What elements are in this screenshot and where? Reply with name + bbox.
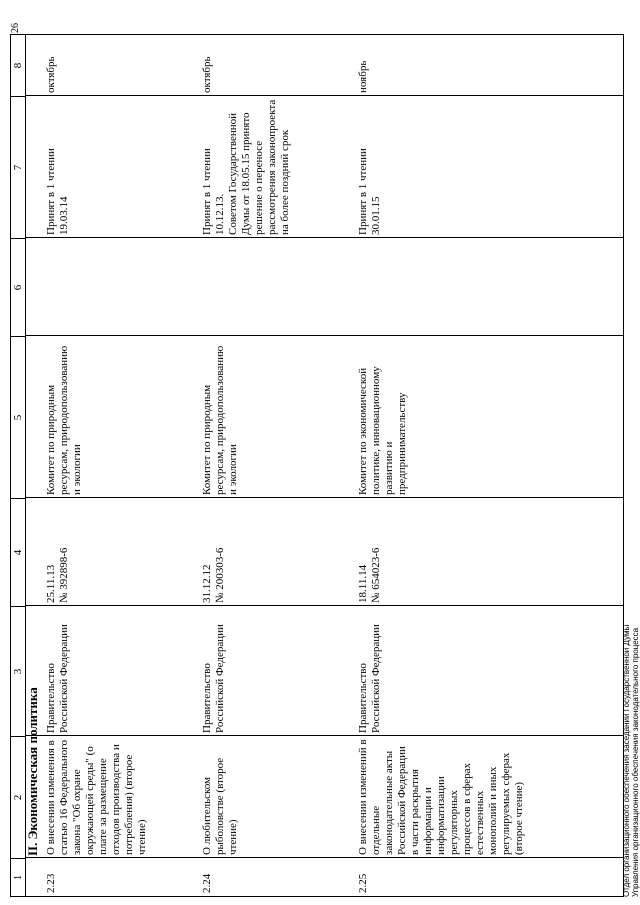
section-title: II. Экономическая политика bbox=[25, 687, 40, 856]
row-number: 2.25 bbox=[357, 873, 369, 893]
bill-title: О любительском рыболовстве (второе чтение) bbox=[201, 757, 239, 855]
column-header: 4 bbox=[11, 498, 25, 606]
bill-author: Правительство Российской Федерации bbox=[45, 624, 70, 733]
bill-status: Принят в 1 чтении 10.12.13. Советом Государственной Думы от 18.05.15 принято решение о переносе рассмотрения законопроекта на более поздний срок bbox=[201, 99, 291, 235]
committee: Комитет по природным ресурсам, природопользованию и экологии bbox=[201, 345, 239, 495]
col6-value bbox=[355, 238, 359, 336]
column-divider bbox=[25, 497, 624, 498]
row-number: 2.23 bbox=[45, 873, 57, 893]
planned-month: ноябрь bbox=[357, 60, 369, 93]
column-divider bbox=[25, 335, 624, 336]
section-row bbox=[25, 34, 41, 896]
col6-value bbox=[43, 238, 47, 336]
bill-date-number: 18.11.14 № 654023-6 bbox=[357, 547, 382, 603]
table-header-row bbox=[11, 34, 26, 896]
bill-author: Правительство Российской Федерации bbox=[201, 624, 226, 733]
committee: Комитет по природным ресурсам, природопользованию и экологии bbox=[45, 345, 83, 495]
column-divider bbox=[25, 605, 624, 606]
page-footer bbox=[622, 37, 640, 897]
column-divider bbox=[25, 34, 624, 35]
column-header: 2 bbox=[11, 736, 25, 858]
column-header: 1 bbox=[11, 858, 25, 896]
bill-date-number: 25.11.13 № 392898-6 bbox=[45, 547, 70, 603]
column-header: 3 bbox=[11, 606, 25, 736]
col6-value bbox=[199, 238, 203, 336]
bill-title: О внесении изменений в отдельные законодательные акты Российской Федерации в части раскрытия информации и информатизации регуляторных процессов в сферах естественных монополий и иных регулируемых сферах (второе чтение) bbox=[357, 739, 525, 855]
column-divider bbox=[25, 95, 624, 96]
column-header: 7 bbox=[11, 96, 25, 238]
planned-month: октябрь bbox=[201, 56, 213, 93]
column-header: 8 bbox=[11, 34, 25, 96]
column-header: 6 bbox=[11, 238, 25, 336]
bill-title: О внесении изменения в статью 16 Федерального закона "Об охране окружающей среды" (о плате за размещение отходов производства и потребления) (второе чтение) bbox=[45, 740, 148, 855]
column-divider bbox=[25, 237, 624, 238]
committee: Комитет по экономической политике, инновационному развитию и предпринимательству bbox=[357, 366, 408, 495]
bill-author: Правительство Российской Федерации bbox=[357, 624, 382, 733]
column-header: 5 bbox=[11, 336, 25, 498]
page-number: 26 bbox=[10, 23, 21, 33]
planned-month: октябрь bbox=[45, 56, 57, 93]
bill-status: Принят в 1 чтении 30.01.15 bbox=[357, 148, 382, 235]
bill-date-number: 31.12.12 № 200303-6 bbox=[201, 547, 226, 603]
footer-line: Управления организационного обеспечения законодательного процесса bbox=[631, 627, 640, 897]
bill-status: Принят в 1 чтении 19.03.14 bbox=[45, 148, 70, 235]
bills-table bbox=[10, 34, 624, 897]
footer-line: Отдел организационного обеспечения заседаний Государственной Думы bbox=[622, 624, 631, 897]
row-number: 2.24 bbox=[201, 873, 213, 893]
